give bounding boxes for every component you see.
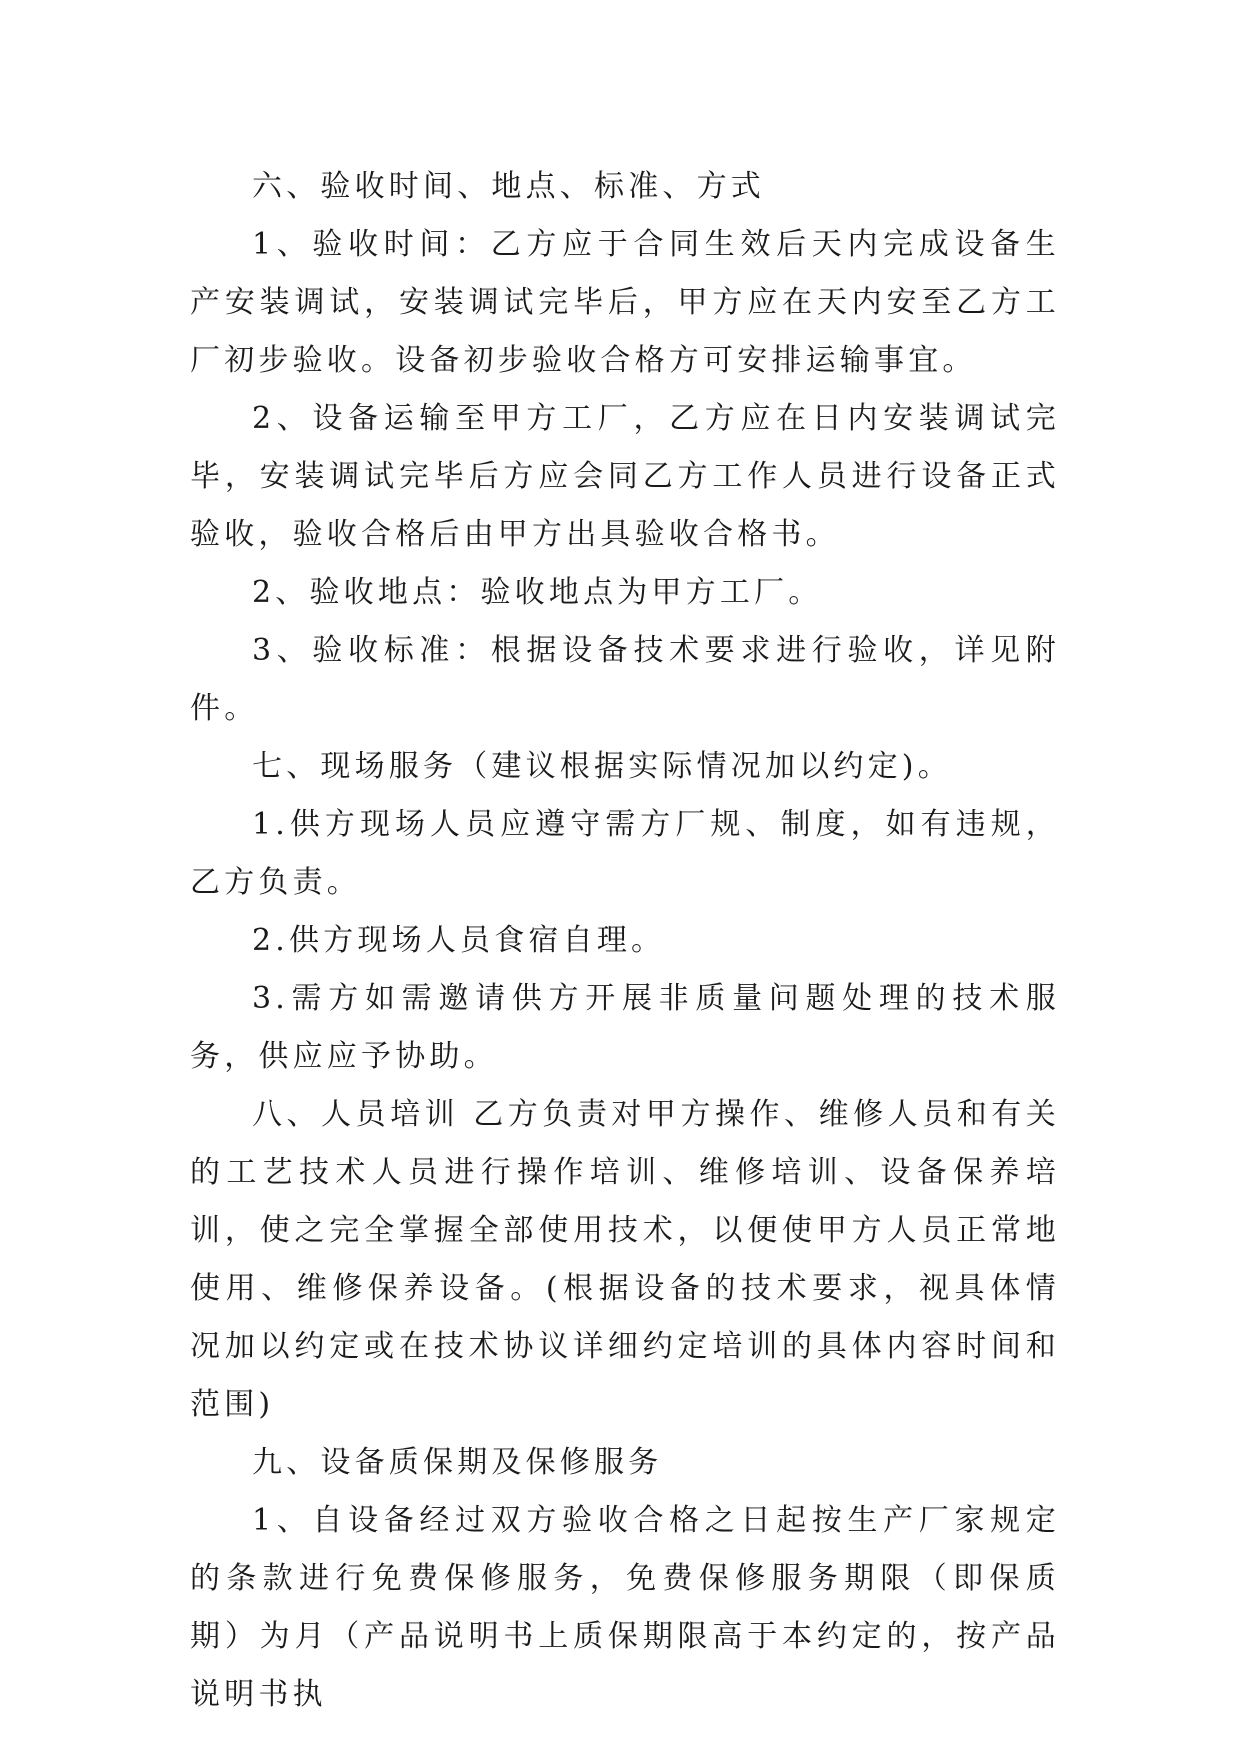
paragraph-onsite-lodging: 2.供方现场人员食宿自理。 <box>252 923 666 958</box>
section-heading-warranty: 九、设备质保期及保修服务 <box>252 1445 663 1480</box>
section-heading-acceptance: 六、验收时间、地点、标准、方式 <box>252 169 765 204</box>
paragraph-staff-training: 八、人员培训 乙方负责对甲方操作、维修人员和有关的工艺技术人员进行操作培训、维修培训、设备保养培训，使之完全掌握全部使用技术，以便使甲方人员正常地使用、维修保养设备。(根据设备的技术要求，视具体情况加以约定或在技术协议详细约定培训的具体内容时间和范围) <box>190 1097 1060 1422</box>
paragraph-transport-installation: 2、设备运输至甲方工厂，乙方应在日内安装调试完毕，安装调试完毕后方应会同乙方工作人员进行设备正式验收，验收合格后由甲方出具验收合格书。 <box>190 401 1060 552</box>
paragraph-warranty-terms: 1、自设备经过双方验收合格之日起按生产厂家规定的条款进行免费保修服务，免费保修服务期限（即保质期）为月（产品说明书上质保期限高于本约定的，按产品说明书执 <box>190 1503 1060 1712</box>
paragraph-technical-assistance: 3.需方如需邀请供方开展非质量问题处理的技术服务，供应应予协助。 <box>190 981 1060 1074</box>
paragraph-acceptance-time: 1、验收时间：乙方应于合同生效后天内完成设备生产安装调试，安装调试完毕后，甲方应在天内安至乙方工厂初步验收。设备初步验收合格方可安排运输事宜。 <box>190 227 1060 378</box>
section-heading-onsite-service: 七、现场服务（建议根据实际情况加以约定)。 <box>252 749 952 784</box>
paragraph-acceptance-standard: 3、验收标准：根据设备技术要求进行验收，详见附件。 <box>190 633 1060 726</box>
paragraph-onsite-rules: 1.供方现场人员应遵守需方厂规、制度，如有违规，乙方负责。 <box>190 807 1060 900</box>
document-body <box>190 158 1060 1724</box>
paragraph-acceptance-location: 2、验收地点：验收地点为甲方工厂。 <box>252 575 823 610</box>
